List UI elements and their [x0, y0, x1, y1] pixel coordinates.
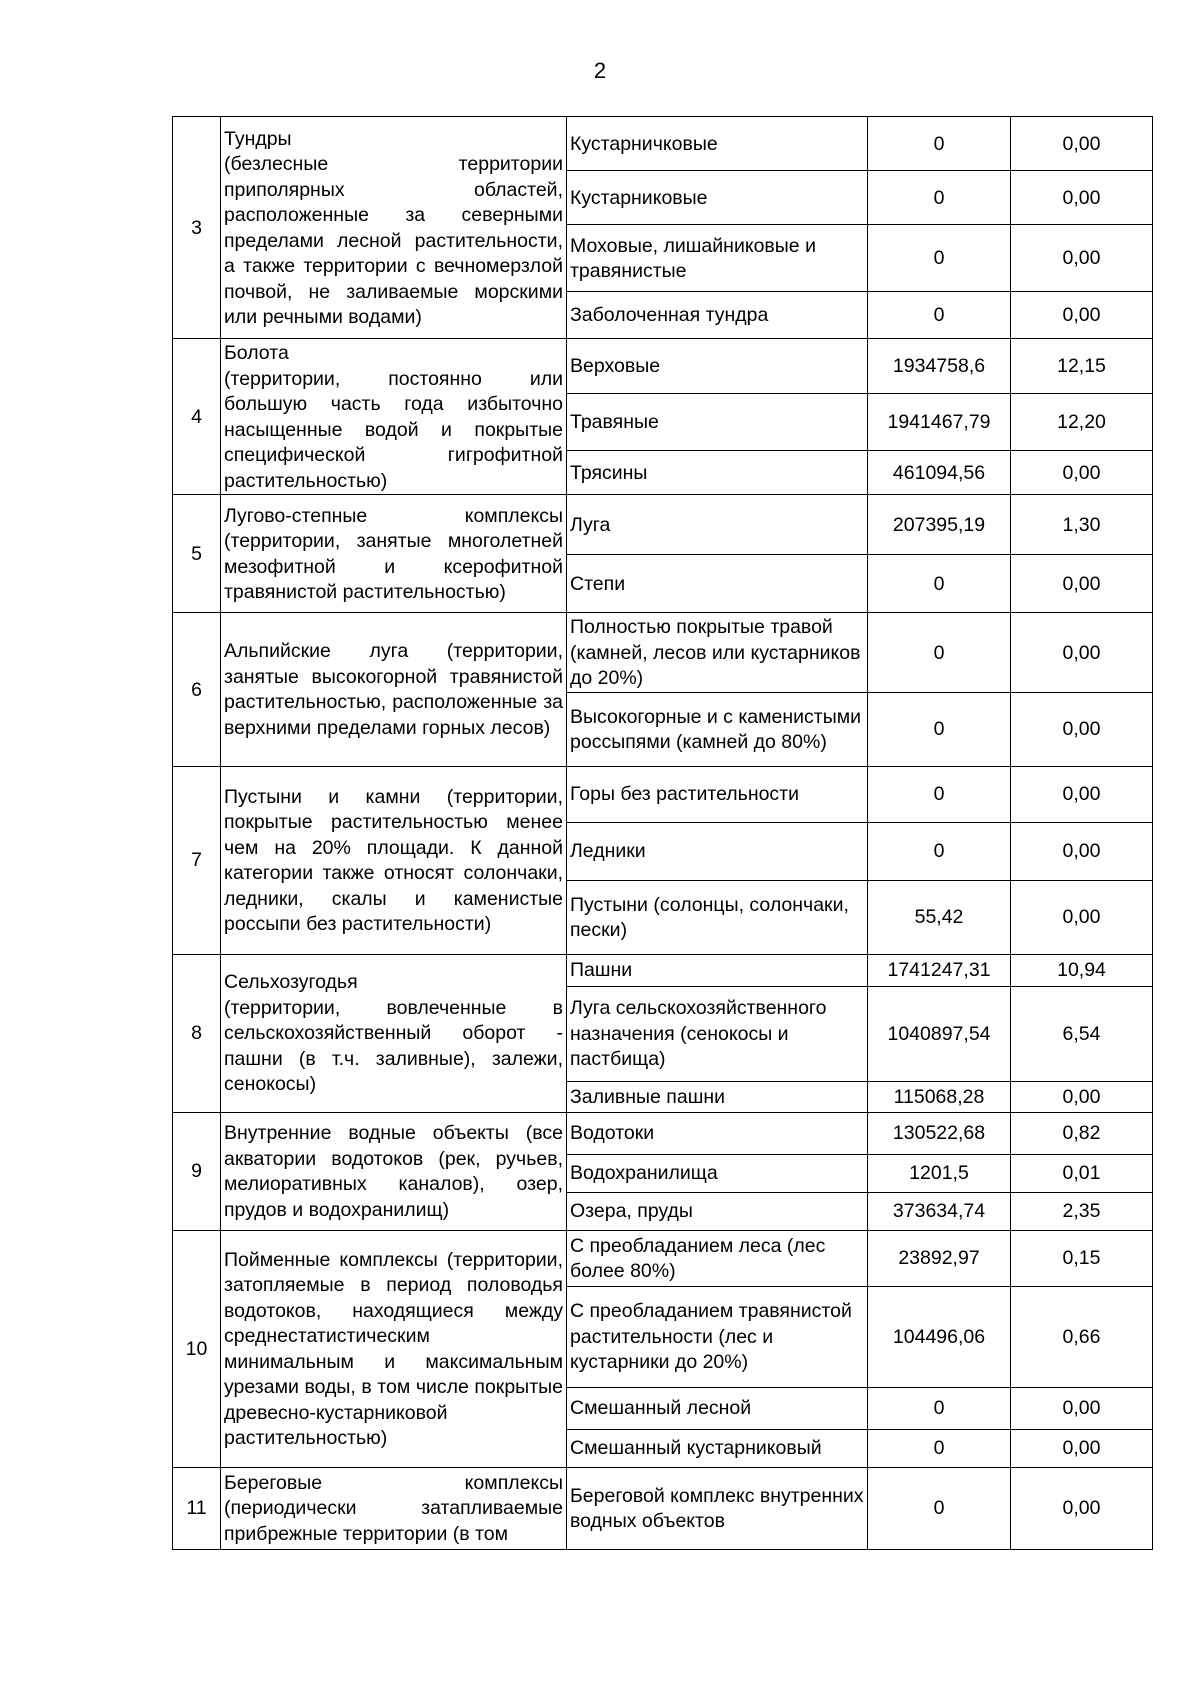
- subcategory-name: Озера, пруды: [567, 1192, 868, 1230]
- percent-value: 0,15: [1011, 1230, 1153, 1286]
- area-value: 0: [868, 766, 1011, 822]
- category-description: [221, 1467, 567, 1549]
- subcategory-name: Заболоченная тундра: [567, 292, 868, 339]
- area-value: 1201,5: [868, 1154, 1011, 1192]
- area-value: 0: [868, 613, 1011, 693]
- category-description: [221, 613, 567, 767]
- land-cover-table: [172, 116, 1153, 1550]
- category-text: (территории, вовлеченные в сельскохозяйственный оборот - пашни (в т.ч. заливные), залежи, сенокосы): [224, 996, 563, 1096]
- percent-value: 0,00: [1011, 613, 1153, 693]
- table-row: [173, 495, 1153, 555]
- table-row: [173, 1230, 1153, 1286]
- percent-value: 0,00: [1011, 117, 1153, 171]
- area-value: 130522,68: [868, 1112, 1011, 1154]
- area-value: 0: [868, 1387, 1011, 1429]
- area-value: 1040897,54: [868, 986, 1011, 1081]
- subcategory-name: Травяные: [567, 393, 868, 451]
- area-value: 0: [868, 1429, 1011, 1467]
- area-value: 0: [868, 117, 1011, 171]
- subcategory-name: Ледники: [567, 822, 868, 880]
- subcategory-name: Пашни: [567, 954, 868, 986]
- area-value: 0: [868, 822, 1011, 880]
- percent-value: 0,66: [1011, 1286, 1153, 1387]
- percent-value: 6,54: [1011, 986, 1153, 1081]
- percent-value: 0,82: [1011, 1112, 1153, 1154]
- row-number: 4: [173, 339, 221, 495]
- category-description: [221, 495, 567, 613]
- subcategory-name: Береговой комплекс внутренних водных объектов: [567, 1467, 868, 1549]
- percent-value: 0,00: [1011, 1429, 1153, 1467]
- area-value: 0: [868, 555, 1011, 613]
- subcategory-name: Луга сельскохозяйственного назначения (сенокосы и пастбища): [567, 986, 868, 1081]
- category-description: [221, 1230, 567, 1467]
- row-number: 9: [173, 1112, 221, 1230]
- row-number: 11: [173, 1467, 221, 1549]
- percent-value: 0,00: [1011, 1387, 1153, 1429]
- percent-value: 0,00: [1011, 1467, 1153, 1549]
- subcategory-name: Трясины: [567, 451, 868, 495]
- table-row: [173, 613, 1153, 693]
- table-row: [173, 766, 1153, 822]
- subcategory-name: С преобладанием травянистой растительности (лес и кустарники до 20%): [567, 1286, 868, 1387]
- percent-value: 0,00: [1011, 555, 1153, 613]
- subcategory-name: Водохранилища: [567, 1154, 868, 1192]
- subcategory-name: Кустарничковые: [567, 117, 868, 171]
- area-value: 0: [868, 225, 1011, 292]
- row-number: 8: [173, 954, 221, 1112]
- category-description: [221, 339, 567, 495]
- area-value: 461094,56: [868, 451, 1011, 495]
- area-value: 1941467,79: [868, 393, 1011, 451]
- row-number: 3: [173, 117, 221, 339]
- area-value: 115068,28: [868, 1081, 1011, 1112]
- row-number: 5: [173, 495, 221, 613]
- category-text: Альпийские луга (территории, занятые высокогорной травянистой растительностью, расположенные за верхними пределами горных лесов): [224, 640, 563, 739]
- subcategory-name: Смешанный лесной: [567, 1387, 868, 1429]
- percent-value: 10,94: [1011, 954, 1153, 986]
- area-value: 55,42: [868, 880, 1011, 954]
- subcategory-name: Горы без растительности: [567, 766, 868, 822]
- table-body: [173, 117, 1153, 1550]
- category-text: Сельхозугодья: [224, 971, 358, 994]
- subcategory-name: Верховые: [567, 339, 868, 394]
- category-text: Пустыни и камни (территории, покрытые растительностью менее чем на 20% площади. К данной категории также относят солончаки, ледники, скалы и каменистые россыпи без растительности): [224, 785, 563, 935]
- area-value: 0: [868, 692, 1011, 766]
- percent-value: 0,01: [1011, 1154, 1153, 1192]
- percent-value: 0,00: [1011, 692, 1153, 766]
- category-description: [221, 954, 567, 1112]
- category-description: [221, 766, 567, 954]
- table-row: [173, 954, 1153, 986]
- percent-value: 1,30: [1011, 495, 1153, 555]
- area-value: 104496,06: [868, 1286, 1011, 1387]
- area-value: 1741247,31: [868, 954, 1011, 986]
- subcategory-name: Луга: [567, 495, 868, 555]
- page-number: 2: [593, 58, 607, 83]
- subcategory-name: Степи: [567, 555, 868, 613]
- row-number: 6: [173, 613, 221, 767]
- percent-value: 0,00: [1011, 292, 1153, 339]
- category-description: [221, 117, 567, 339]
- area-value: 207395,19: [868, 495, 1011, 555]
- row-number: 10: [173, 1230, 221, 1467]
- category-text: Пойменные комплексы (территории, затопляемые в период половодья водотоков, находящиеся между среднестатистическим минимальным и максимальным урезами воды, в том числе покрытые древесно-кустарниковой растительностью): [224, 1248, 563, 1449]
- subcategory-name: Пустыни (солонцы, солончаки, пески): [567, 880, 868, 954]
- area-value: 23892,97: [868, 1230, 1011, 1286]
- category-description: [221, 1112, 567, 1230]
- category-text: Внутренние водные объекты (все акватории водотоков (рек, ручьев, мелиоративных каналов), озер, прудов и водохранилищ): [224, 1122, 563, 1221]
- subcategory-name: Полностью покрытые травой (камней, лесов или кустарников до 20%): [567, 613, 868, 693]
- percent-value: 0,00: [1011, 225, 1153, 292]
- percent-value: 2,35: [1011, 1192, 1153, 1230]
- percent-value: 0,00: [1011, 451, 1153, 495]
- category-text: (безлесные территории приполярных областей, расположенные за северными пределами лесной растительности, а также территории с вечномерзлой почвой, не заливаемые морскими или речными водами): [224, 153, 563, 328]
- subcategory-name: Высокогорные и с каменистыми россыпями (камней до 80%): [567, 692, 868, 766]
- percent-value: 0,00: [1011, 766, 1153, 822]
- percent-value: 0,00: [1011, 1081, 1153, 1112]
- subcategory-name: Заливные пашни: [567, 1081, 868, 1112]
- table-row: [173, 117, 1153, 171]
- area-value: 0: [868, 292, 1011, 339]
- subcategory-name: Смешанный кустарниковый: [567, 1429, 868, 1467]
- category-text: (территории, постоянно или большую часть года избыточно насыщенные водой и покрытые специфической гигрофитной растительностью): [224, 367, 563, 492]
- subcategory-name: Моховые, лишайниковые и травянистые: [567, 225, 868, 292]
- area-value: 0: [868, 171, 1011, 225]
- percent-value: 0,00: [1011, 171, 1153, 225]
- percent-value: 0,00: [1011, 880, 1153, 954]
- area-value: 0: [868, 1467, 1011, 1549]
- row-number: 7: [173, 766, 221, 954]
- area-value: 1934758,6: [868, 339, 1011, 394]
- area-value: 373634,74: [868, 1192, 1011, 1230]
- percent-value: 0,00: [1011, 822, 1153, 880]
- subcategory-name: Кустарниковые: [567, 171, 868, 225]
- table-row: [173, 339, 1153, 394]
- subcategory-name: Водотоки: [567, 1112, 868, 1154]
- percent-value: 12,20: [1011, 393, 1153, 451]
- table-row: [173, 1467, 1153, 1549]
- category-text: Береговые комплексы (периодически затапливаемые прибрежные территории (в том: [224, 1471, 563, 1545]
- category-text: Тундры: [224, 127, 292, 150]
- subcategory-name: С преобладанием леса (лес более 80%): [567, 1230, 868, 1286]
- category-text: Лугово-степные комплексы (территории, занятые многолетней мезофитной и ксерофитной травянистой растительностью): [224, 504, 563, 603]
- table-row: [173, 1112, 1153, 1154]
- percent-value: 12,15: [1011, 339, 1153, 394]
- category-text: Болота: [224, 342, 289, 364]
